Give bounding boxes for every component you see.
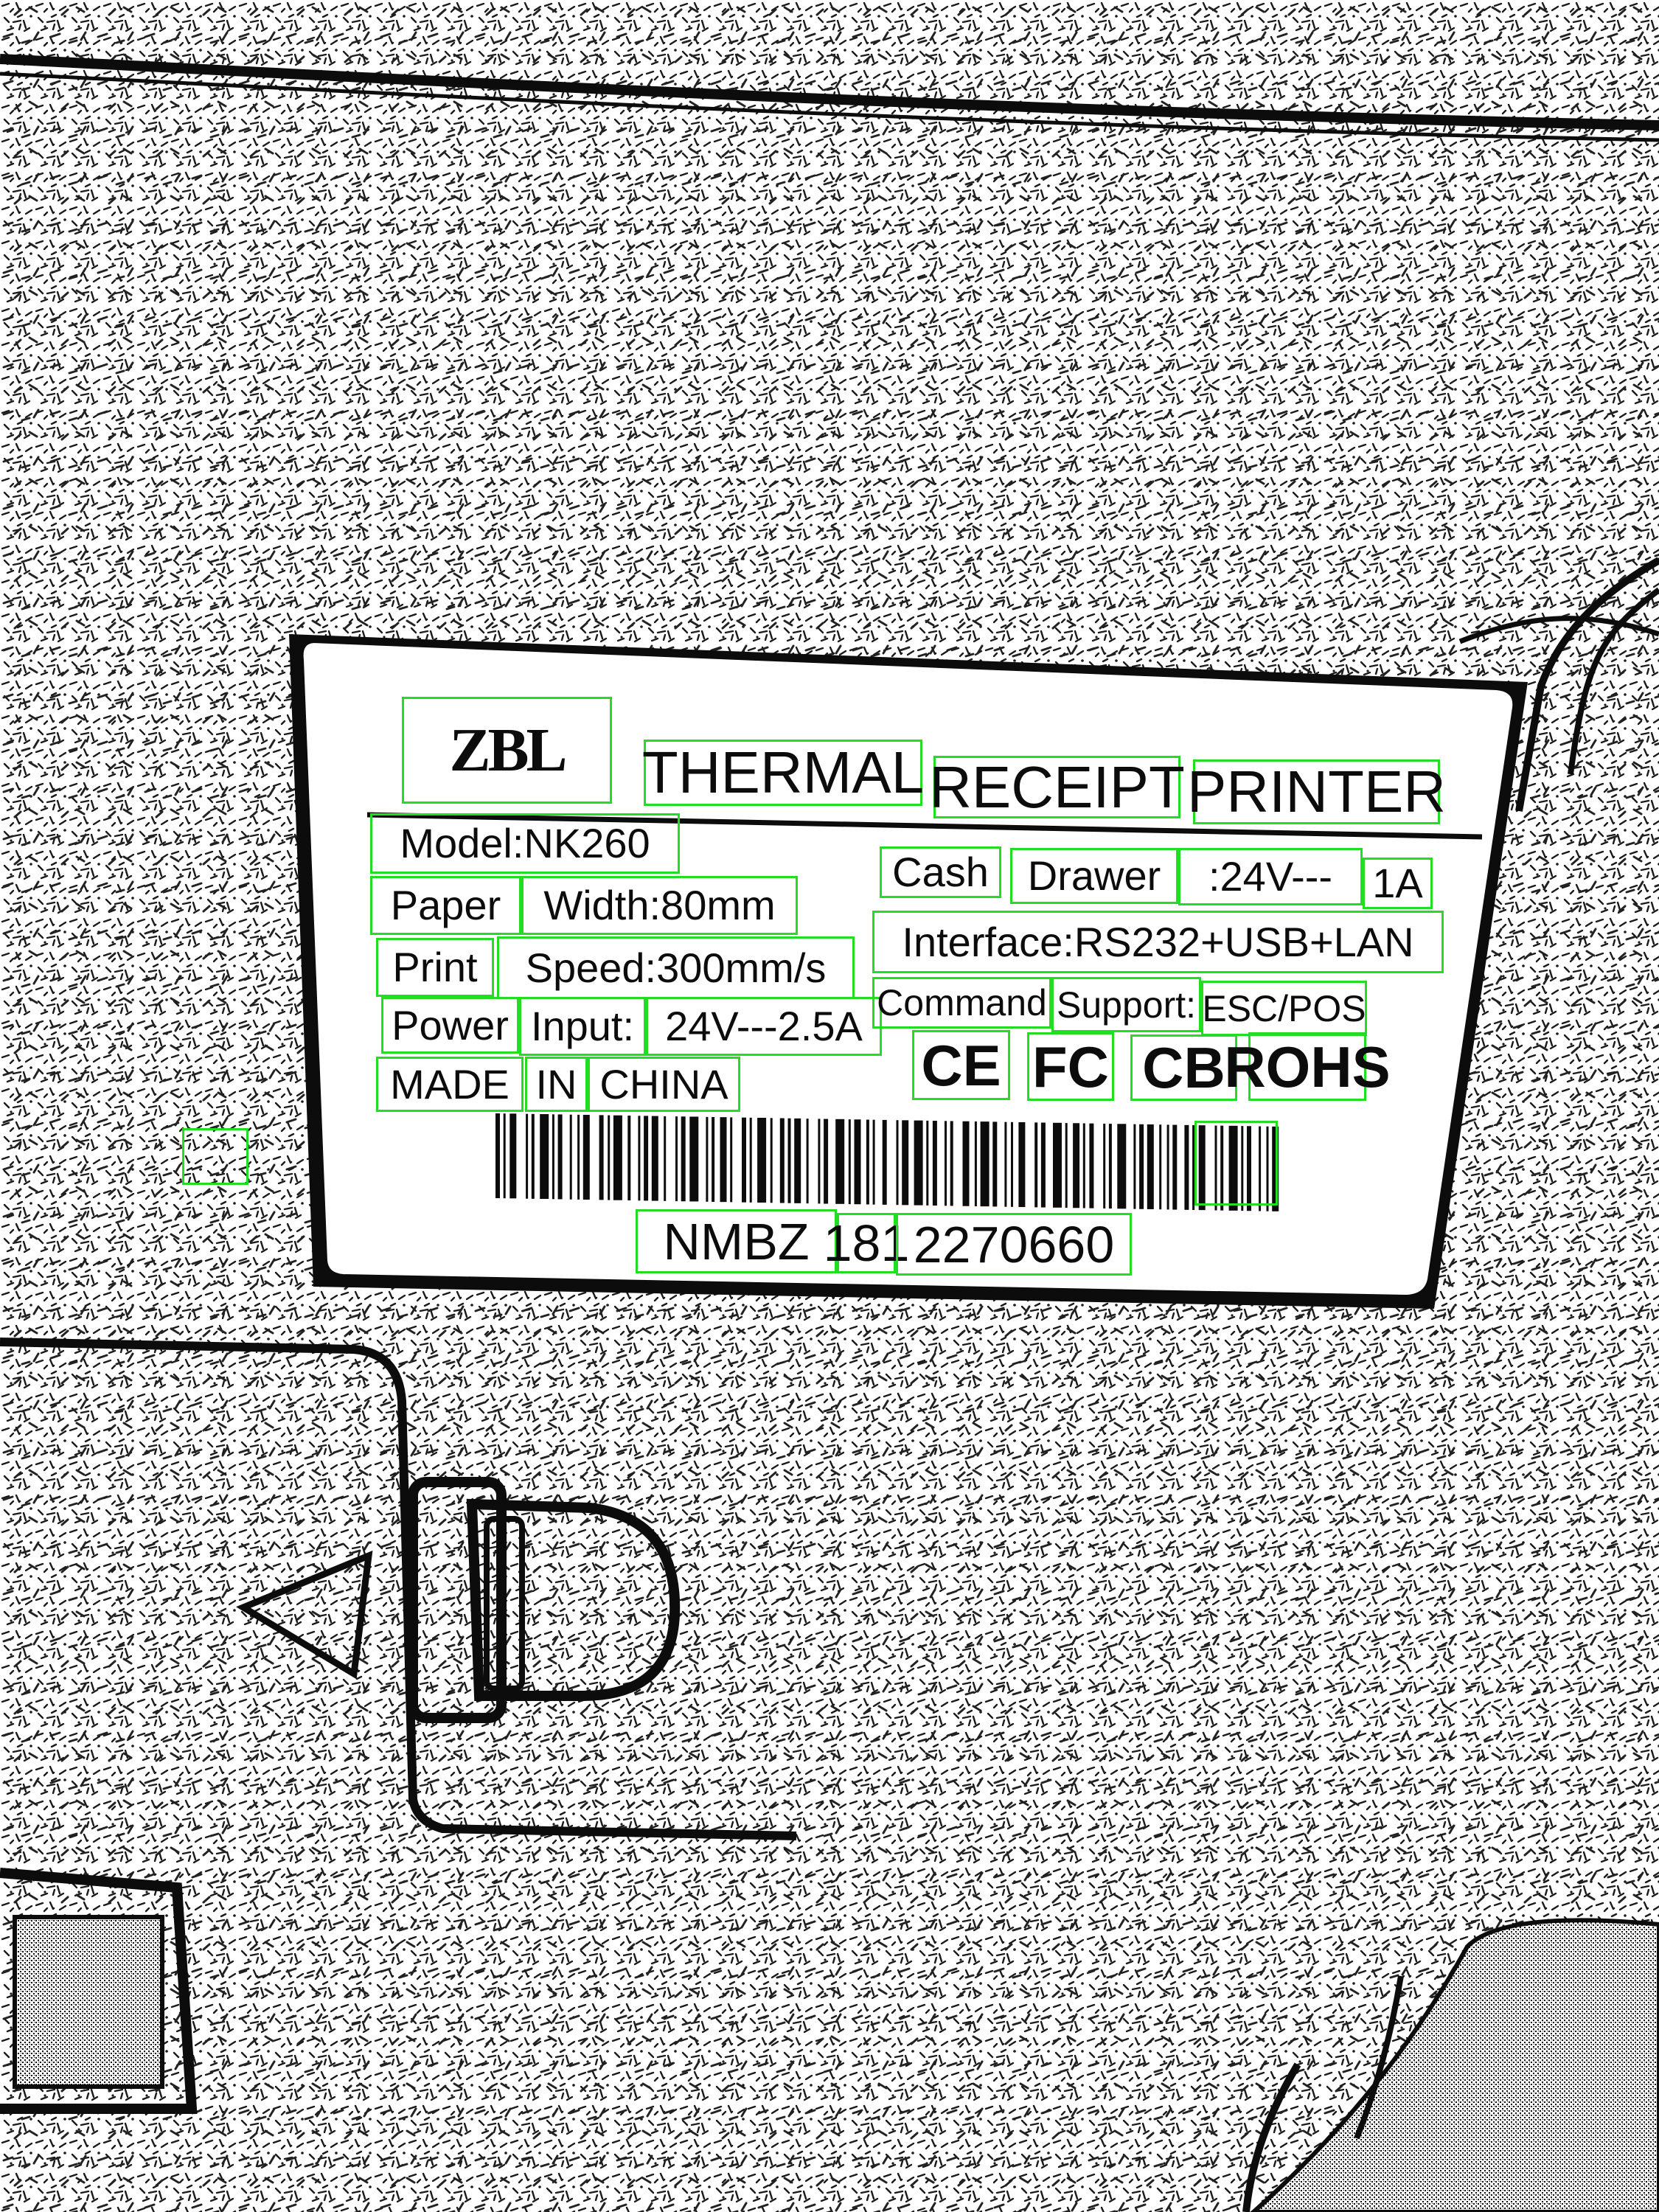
barcode-bar (638, 1116, 640, 1200)
barcode-bar (849, 1119, 851, 1204)
barcode-bar (608, 1116, 610, 1200)
barcode-bar (681, 1116, 686, 1201)
barcode-bar (1133, 1124, 1135, 1209)
barcode-bar (757, 1118, 766, 1203)
cash-current-value: 1A (1363, 858, 1433, 909)
drawer-label: Drawer (1010, 848, 1178, 904)
title-receipt: RECEIPT (929, 754, 1185, 820)
barcode-bar (794, 1119, 801, 1203)
barcode-bar (1004, 1122, 1006, 1207)
esc-pos-value: ESC/POS (1201, 981, 1367, 1036)
barcode-bar (577, 1115, 580, 1200)
model-text: Model:NK260 (370, 813, 680, 874)
cb-mark-icon: CB (1130, 1034, 1237, 1101)
barcode-bar (873, 1120, 875, 1205)
barcode-bar (824, 1119, 828, 1204)
ce-mark-icon: CE (912, 1030, 1010, 1100)
serial-part-3: 2270660 (896, 1213, 1132, 1276)
barcode-bar (807, 1119, 809, 1203)
barcode-bar (742, 1118, 746, 1203)
power-input-label: Input: (519, 997, 646, 1056)
barcode-bar (1103, 1124, 1105, 1208)
barcode-bar (570, 1115, 572, 1200)
barcode-bar (1109, 1124, 1112, 1208)
barcode-bar (855, 1119, 861, 1204)
barcode-bar (866, 1120, 869, 1205)
barcode-bar (1159, 1124, 1161, 1209)
barcode-bar (730, 1117, 732, 1202)
barcode-bar (1011, 1122, 1013, 1207)
china-label: CHINA (588, 1057, 740, 1112)
barcode-bar (883, 1120, 887, 1205)
barcode-bar (933, 1121, 937, 1206)
rohs-mark-icon: ROHS (1248, 1032, 1366, 1101)
barcode-bar (1034, 1122, 1037, 1207)
barcode-bar (540, 1114, 549, 1199)
barcode-bar (780, 1119, 785, 1203)
barcode-bar (712, 1117, 714, 1202)
command-label: Command (872, 977, 1051, 1029)
barcode-bar (689, 1116, 698, 1201)
barcode-bar (1147, 1124, 1154, 1209)
barcode-bar (526, 1114, 528, 1199)
barcode-bar (720, 1117, 727, 1202)
barcode-bar (835, 1119, 844, 1204)
barcode-bar (664, 1116, 666, 1201)
barcode-bar (926, 1121, 928, 1206)
barcode-bar (1172, 1125, 1177, 1210)
barcode-tail-detection (1194, 1121, 1278, 1206)
barcode-bar (950, 1121, 953, 1206)
power-label: Power (381, 997, 519, 1054)
barcode-bar (897, 1120, 899, 1205)
barcode-bar (981, 1121, 990, 1206)
barcode-bar (1018, 1122, 1025, 1207)
barcode-bar (750, 1118, 752, 1203)
barcode-bar (1089, 1124, 1093, 1208)
title-printer: PRINTER (1186, 759, 1447, 824)
barcode-bar (532, 1114, 535, 1199)
barcode-bar (1073, 1123, 1079, 1208)
cash-voltage-value: :24V--- (1178, 848, 1363, 905)
barcode-bar (975, 1121, 977, 1206)
barcode-bar (599, 1115, 604, 1200)
barcode-bar (644, 1116, 648, 1200)
barcode-bar (504, 1113, 506, 1198)
barcode-bar (1041, 1123, 1046, 1208)
barcode-bar (963, 1121, 970, 1206)
barcode-bar (914, 1121, 923, 1206)
made-label: MADE (376, 1057, 524, 1112)
barcode-bar (902, 1120, 908, 1205)
barcode-bar (1083, 1123, 1085, 1208)
power-input-value: 24V---2.5A (646, 997, 882, 1056)
barcode-bar (706, 1117, 708, 1202)
barcode-bar (652, 1116, 658, 1201)
barcode-bar (558, 1114, 563, 1199)
barcode-bar (495, 1113, 500, 1198)
barcode-bar (1184, 1125, 1189, 1210)
barcode-bar (552, 1114, 554, 1199)
barcode-bar (1139, 1124, 1144, 1209)
brand-logo: ZBL (402, 697, 612, 804)
barcode-bar (818, 1119, 820, 1203)
paper-label: Paper (370, 876, 521, 935)
stray-detection-box (182, 1128, 248, 1185)
paper-width-value: Width:80mm (521, 876, 798, 935)
support-label: Support: (1051, 977, 1201, 1032)
barcode-bar (583, 1115, 590, 1200)
barcode-bar (1053, 1123, 1062, 1208)
fcc-mark-icon: FC (1027, 1032, 1114, 1101)
serial-part-1: NMBZ (636, 1209, 837, 1273)
serial-part-2: 181 (823, 1214, 910, 1272)
lower-left-slot-inner (15, 1917, 162, 2087)
cash-label: Cash (880, 846, 1001, 898)
barcode-bar (771, 1118, 773, 1203)
print-speed-value: Speed:300mm/s (497, 936, 855, 999)
interface-text: Interface:RS232+USB+LAN (872, 911, 1444, 973)
barcode-bar (945, 1121, 947, 1206)
title-thermal: THERMAL (641, 740, 925, 805)
barcode-bar (675, 1116, 678, 1201)
in-label: IN (525, 1057, 588, 1112)
barcode-bar (788, 1119, 791, 1203)
barcode-bar (627, 1116, 630, 1200)
barcode-bar (1167, 1124, 1169, 1209)
barcode-bar (509, 1113, 516, 1198)
barcode-bar (1065, 1123, 1068, 1208)
barcode-bar (613, 1116, 622, 1200)
barcode-bar (992, 1121, 997, 1206)
print-label: Print (376, 938, 494, 997)
barcode-bar (1117, 1124, 1126, 1208)
